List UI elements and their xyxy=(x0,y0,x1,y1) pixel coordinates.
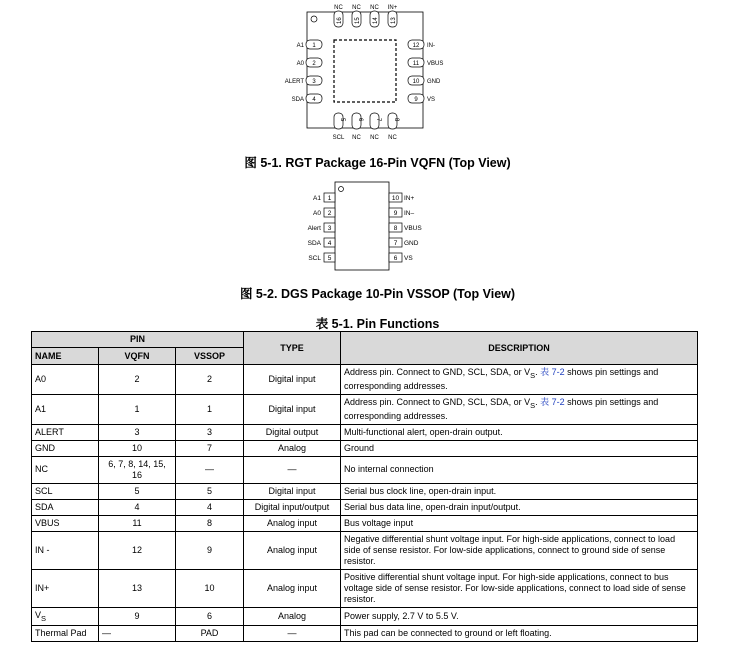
svg-text:2: 2 xyxy=(327,210,332,217)
vssop-left-pin xyxy=(308,253,335,262)
cell-name: VBUS xyxy=(32,515,99,531)
svg-text:1: 1 xyxy=(327,195,332,202)
cell-type: Digital input xyxy=(244,394,341,424)
cell-vssop: PAD xyxy=(176,626,244,642)
svg-text:15: 15 xyxy=(355,17,361,24)
svg-text:1: 1 xyxy=(312,43,316,49)
vqfn-top-pin xyxy=(388,5,398,27)
svg-text:A1: A1 xyxy=(313,195,321,202)
svg-text:A1: A1 xyxy=(296,43,304,49)
svg-text:8: 8 xyxy=(393,118,399,122)
svg-text:IN+: IN+ xyxy=(404,195,415,202)
table-row xyxy=(32,515,698,531)
cell-name: SDA xyxy=(32,499,99,515)
table-row xyxy=(32,626,698,642)
svg-text:NC: NC xyxy=(352,135,361,141)
cell-type: Analog xyxy=(244,440,341,456)
cell-name: Thermal Pad xyxy=(32,626,99,642)
cell-type: Analog input xyxy=(244,531,341,569)
svg-text:5: 5 xyxy=(339,118,345,122)
svg-text:NC: NC xyxy=(334,5,343,11)
vssop-left-pin xyxy=(313,208,335,217)
cell-type: Analog input xyxy=(244,515,341,531)
cell-vssop: — xyxy=(176,456,244,483)
cell-vssop: 2 xyxy=(176,365,244,395)
table-row xyxy=(32,440,698,456)
cell-vqfn: 11 xyxy=(99,515,176,531)
svg-text:SCL: SCL xyxy=(308,255,321,262)
header-description: DESCRIPTION xyxy=(341,332,698,365)
svg-text:SCL: SCL xyxy=(332,135,345,141)
cell-description: Negative differential shunt voltage input. For high-side applications, connect to load side of sense resistor. For low-side applications, connect to ground side of sense resistor. xyxy=(341,531,698,569)
header-vqfn: VQFN xyxy=(99,348,176,365)
cell-vssop: 1 xyxy=(176,394,244,424)
svg-text:A0: A0 xyxy=(296,61,304,67)
cell-name: ALERT xyxy=(32,424,99,440)
header-pin: PIN xyxy=(32,332,244,348)
cell-name: NC xyxy=(32,456,99,483)
cell-description: Serial bus data line, open-drain input/output. xyxy=(341,499,698,515)
table-row xyxy=(32,365,698,395)
svg-text:3: 3 xyxy=(312,79,316,85)
vssop-right-pin xyxy=(389,193,415,202)
header-vssop: VSSOP xyxy=(176,348,244,365)
svg-text:IN–: IN– xyxy=(404,210,415,217)
cell-description: This pad can be connected to ground or left floating. xyxy=(341,626,698,642)
cell-vssop: 8 xyxy=(176,515,244,531)
svg-text:4: 4 xyxy=(327,240,332,247)
cell-name: GND xyxy=(32,440,99,456)
svg-text:5: 5 xyxy=(327,255,332,262)
vqfn-top-pin xyxy=(334,5,343,27)
header-type: TYPE xyxy=(244,332,341,365)
svg-text:ALERT: ALERT xyxy=(284,79,304,85)
svg-text:6: 6 xyxy=(393,255,398,262)
vqfn-right-pin xyxy=(408,58,443,67)
svg-text:9: 9 xyxy=(414,97,418,103)
svg-text:3: 3 xyxy=(327,225,332,232)
cell-name: SCL xyxy=(32,483,99,499)
vssop-right-pin xyxy=(389,238,419,247)
cell-name: IN+ xyxy=(32,569,99,607)
header-name: NAME xyxy=(32,348,99,365)
svg-text:NC: NC xyxy=(370,135,379,141)
cell-description: Bus voltage input xyxy=(341,515,698,531)
vqfn-left-pin xyxy=(297,40,322,49)
svg-text:7: 7 xyxy=(393,240,398,247)
cell-vssop: 10 xyxy=(176,569,244,607)
svg-text:9: 9 xyxy=(393,210,398,217)
svg-text:NC: NC xyxy=(370,5,379,11)
table-7-2-link[interactable]: 表 7-2 xyxy=(540,367,565,377)
svg-text:VS: VS xyxy=(404,255,413,262)
svg-text:Alert: Alert xyxy=(307,225,321,232)
table-row xyxy=(32,456,698,483)
svg-text:4: 4 xyxy=(312,97,316,103)
cell-vssop: 6 xyxy=(176,607,244,626)
cell-vssop: 3 xyxy=(176,424,244,440)
pin-functions-table xyxy=(31,331,698,642)
table-row xyxy=(32,499,698,515)
svg-text:NC: NC xyxy=(352,5,361,11)
vqfn-left-pin xyxy=(297,58,322,67)
cell-name: A1 xyxy=(32,394,99,424)
cell-vqfn: 4 xyxy=(99,499,176,515)
table-row xyxy=(32,531,698,569)
cell-vqfn: 5 xyxy=(99,483,176,499)
cell-vssop: 4 xyxy=(176,499,244,515)
cell-description: Address pin. Connect to GND, SCL, SDA, or $V_S$. 表 7-2 shows pin settings and corresponding addresses. xyxy=(341,365,698,395)
svg-text:10: 10 xyxy=(412,79,420,85)
cell-description: Address pin. Connect to GND, SCL, SDA, or $V_S$. 表 7-2 shows pin settings and corresponding addresses. xyxy=(341,394,698,424)
vqfn-right-pin xyxy=(408,40,435,49)
svg-text:10: 10 xyxy=(391,195,400,202)
svg-text:11: 11 xyxy=(412,61,420,67)
table-row xyxy=(32,483,698,499)
vssop-left-pin xyxy=(313,193,335,202)
vssop-right-pin xyxy=(389,253,413,262)
cell-vqfn: — xyxy=(99,626,176,642)
vssop-right-pin xyxy=(389,208,415,217)
svg-text:GND: GND xyxy=(427,79,441,85)
svg-text:7: 7 xyxy=(375,118,381,122)
figure-5-2-caption: 图 5-2. DGS Package 10-Pin VSSOP (Top View) xyxy=(239,287,516,301)
cell-type: — xyxy=(244,456,341,483)
cell-name: $V_S$ xyxy=(32,607,99,626)
svg-text:IN+: IN+ xyxy=(387,5,398,11)
cell-type: — xyxy=(244,626,341,642)
table-5-1-caption: 表 5-1. Pin Functions xyxy=(315,317,440,331)
svg-text:12: 12 xyxy=(412,43,420,49)
cell-vqfn: 3 xyxy=(99,424,176,440)
cell-description: Positive differential shunt voltage input. For high-side applications, connect to bus voltage side of sense resistor. For low-side applications, connect to load side of sense resistor. xyxy=(341,569,698,607)
vqfn-package-diagram xyxy=(270,0,470,150)
cell-name: IN - xyxy=(32,531,99,569)
svg-text:14: 14 xyxy=(373,17,379,24)
figure-5-1-caption: 图 5-1. RGT Package 16-Pin VQFN (Top View) xyxy=(244,156,511,170)
table-row xyxy=(32,607,698,626)
vssop-right-pin xyxy=(389,223,422,232)
svg-text:A0: A0 xyxy=(313,210,321,217)
svg-text:6: 6 xyxy=(357,118,363,122)
cell-type: Digital output xyxy=(244,424,341,440)
cell-vqfn: 6, 7, 8, 14, 15, 16 xyxy=(99,456,176,483)
vqfn-left-pin xyxy=(285,76,322,85)
svg-text:VS: VS xyxy=(427,97,436,103)
cell-description: Ground xyxy=(341,440,698,456)
cell-type: Digital input xyxy=(244,365,341,395)
vssop-left-pin xyxy=(308,238,335,247)
cell-vssop: 9 xyxy=(176,531,244,569)
table-row xyxy=(32,394,698,424)
cell-description: Multi-functional alert, open-drain output. xyxy=(341,424,698,440)
cell-vqfn: 9 xyxy=(99,607,176,626)
vssop-package-diagram xyxy=(295,180,445,275)
table-7-2-link[interactable]: 表 7-2 xyxy=(540,396,565,407)
cell-type: Analog xyxy=(244,607,341,626)
vqfn-body xyxy=(307,12,423,128)
cell-description: No internal connection xyxy=(341,456,698,483)
table-row xyxy=(32,569,698,607)
svg-text:NC: NC xyxy=(388,135,397,141)
vssop-body xyxy=(335,182,389,270)
cell-description: Serial bus clock line, open-drain input. xyxy=(341,483,698,499)
cell-description: Power supply, 2.7 V to 5.5 V. xyxy=(341,607,698,626)
svg-text:SDA: SDA xyxy=(307,240,321,247)
svg-text:13: 13 xyxy=(391,17,397,24)
cell-vqfn: 13 xyxy=(99,569,176,607)
cell-vqfn: 10 xyxy=(99,440,176,456)
vssop-left-pin xyxy=(308,223,335,232)
cell-name: A0 xyxy=(32,365,99,395)
cell-type: Analog input xyxy=(244,569,341,607)
cell-type: Digital input xyxy=(244,483,341,499)
cell-vssop: 7 xyxy=(176,440,244,456)
cell-type: Digital input/output xyxy=(244,499,341,515)
vqfn-left-pin xyxy=(292,94,322,103)
vqfn-right-pin xyxy=(408,76,441,85)
cell-vqfn: 2 xyxy=(99,365,176,395)
svg-text:VBUS: VBUS xyxy=(404,225,422,232)
vqfn-right-pin xyxy=(408,94,435,103)
svg-text:16: 16 xyxy=(337,17,343,24)
svg-text:2: 2 xyxy=(312,61,316,67)
svg-text:8: 8 xyxy=(393,225,398,232)
vqfn-top-pin xyxy=(352,5,361,27)
table-row xyxy=(32,424,698,440)
svg-text:IN-: IN- xyxy=(427,43,435,49)
vqfn-top-pin xyxy=(370,5,379,27)
cell-vssop: 5 xyxy=(176,483,244,499)
cell-vqfn: 12 xyxy=(99,531,176,569)
svg-text:VBUS: VBUS xyxy=(427,61,444,67)
svg-text:SDA: SDA xyxy=(291,97,304,103)
svg-text:GND: GND xyxy=(404,240,419,247)
cell-vqfn: 1 xyxy=(99,394,176,424)
